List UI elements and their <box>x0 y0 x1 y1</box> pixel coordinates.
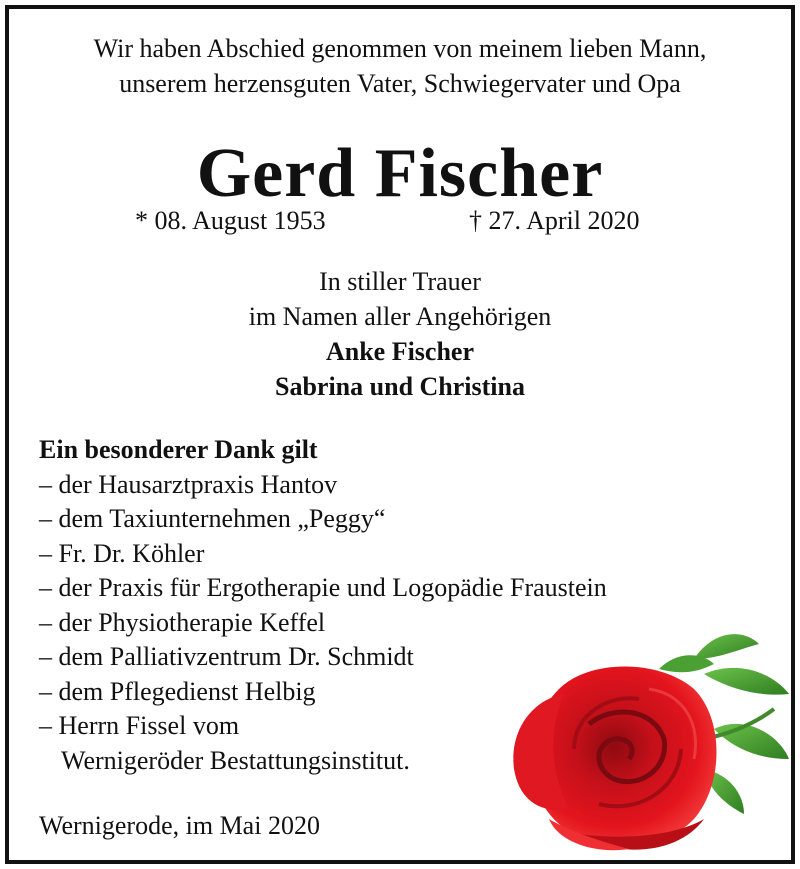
mourning-line-1: In stiller Trauer <box>319 267 481 296</box>
red-rose-icon <box>489 619 794 859</box>
thanks-item: – Fr. Dr. Köhler <box>39 538 205 568</box>
thanks-item: – dem Pflegedienst Helbig <box>39 676 316 706</box>
thanks-item: – der Praxis für Ergotherapie und Logopädie Fraustein <box>39 573 607 602</box>
mourning-line-2: im Namen aller Angehörigen <box>248 302 552 331</box>
thanks-item: – der Hausarztpraxis Hantov <box>39 469 338 499</box>
thanks-item: – Herrn Fissel vom <box>39 711 240 740</box>
thanks-item: – dem Taxiunternehmen „Peggy“ <box>39 504 386 533</box>
thanks-heading: Ein besonderer Dank gilt <box>39 435 318 464</box>
birth-date: * 08. August 1953 <box>135 206 326 235</box>
family-member-1: Anke Fischer <box>325 337 475 366</box>
death-date: † 27. April 2020 <box>469 206 640 235</box>
mourning-block <box>9 264 791 404</box>
deceased-name: Gerd Fischer <box>196 135 604 212</box>
obituary-frame <box>5 5 795 864</box>
thanks-item: – dem Palliativzentrum Dr. Schmidt <box>39 642 414 671</box>
family-member-2: Sabrina und Christina <box>275 372 525 401</box>
thanks-item-continuation: Wernigeröder Bestattungsinstitut. <box>61 745 410 775</box>
intro-line-2: unserem herzensguten Vater, Schwiegervater und Opa <box>119 69 681 98</box>
intro-line-1: Wir haben Abschied genommen von meinem lieben Mann, <box>93 34 707 63</box>
intro-text <box>9 31 791 101</box>
thanks-item: – der Physiotherapie Keffel <box>39 607 326 637</box>
place-date: Wernigerode, im Mai 2020 <box>39 811 320 840</box>
